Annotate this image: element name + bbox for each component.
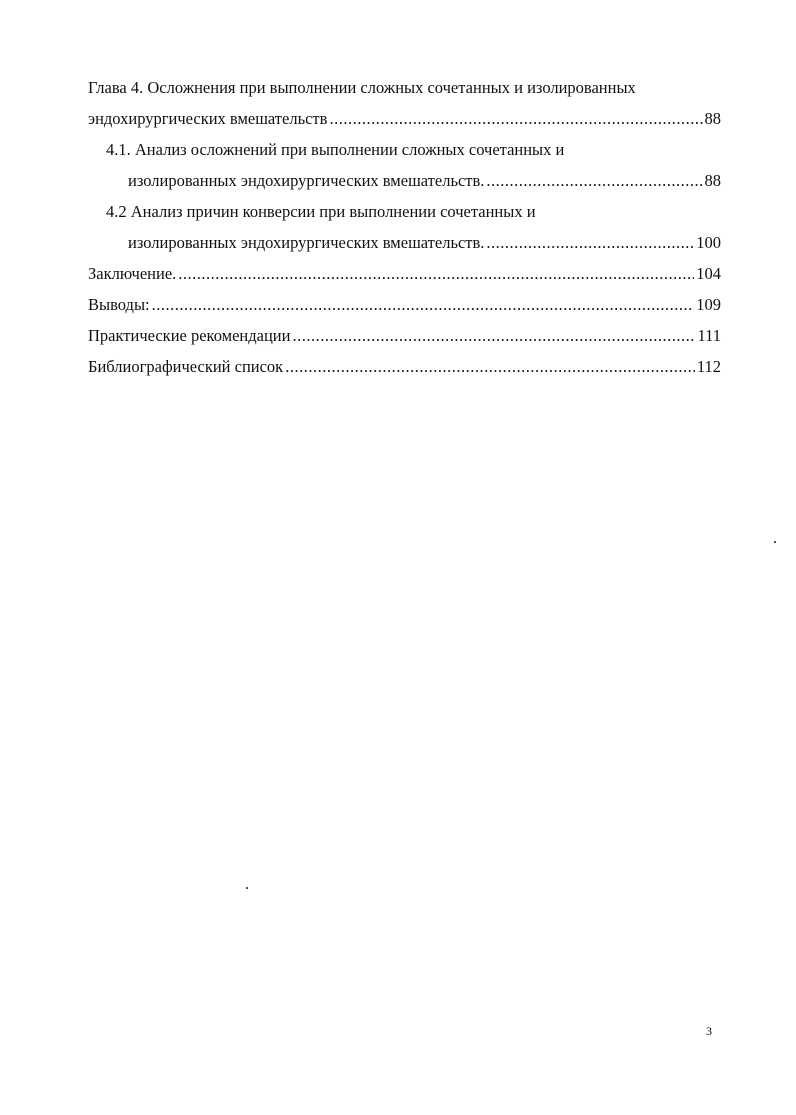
toc-page-number: 112: [696, 357, 721, 376]
toc-entry-title: Выводы:: [88, 295, 150, 314]
toc-entry-section-4-1: [88, 134, 721, 196]
dot-leader: [486, 165, 702, 196]
dot-leader: [292, 320, 695, 351]
toc-entry-title-continued: эндохирургических вмешательств: [88, 109, 328, 128]
toc-page-number: 88: [704, 171, 721, 190]
toc-entry-title: Глава 4. Осложнения при выполнении сложных сочетанных и изолированных: [88, 78, 636, 97]
page-number: 3: [706, 1024, 712, 1038]
toc-entry-title: Практические рекомендации: [88, 326, 291, 345]
toc-entry-title-continued: изолированных эндохирургических вмешательств.: [128, 171, 485, 190]
toc-entry-chapter-4: [88, 72, 721, 134]
toc-entry-section-4-2: [88, 196, 721, 258]
dot-leader: [285, 351, 695, 382]
toc-entry-title: 4.2 Анализ причин конверсии при выполнении сочетанных и: [106, 202, 536, 221]
dot-leader: [486, 227, 694, 258]
table-of-contents: [88, 72, 721, 382]
toc-entry-title: Библиографический список: [88, 357, 284, 376]
toc-entry-title-continued: изолированных эндохирургических вмешательств.: [128, 233, 485, 252]
scan-speck: [774, 541, 776, 543]
toc-entry-recommendations: [88, 320, 721, 351]
toc-entry-conclusion: [88, 258, 721, 289]
toc-entry-title: 4.1. Анализ осложнений при выполнении сложных сочетанных и: [106, 140, 565, 159]
toc-page-number: 109: [696, 295, 721, 314]
toc-page-number: 100: [696, 233, 721, 252]
dot-leader: [152, 289, 695, 320]
toc-entry-findings: [88, 289, 721, 320]
dot-leader: [329, 103, 702, 134]
dot-leader: [178, 258, 694, 289]
toc-entry-title: Заключение.: [88, 264, 177, 283]
toc-page-number: 88: [704, 109, 721, 128]
scan-speck: [246, 887, 248, 889]
toc-entry-bibliography: [88, 351, 721, 382]
toc-page-number: 111: [697, 326, 721, 345]
toc-page-number: 104: [696, 264, 721, 283]
